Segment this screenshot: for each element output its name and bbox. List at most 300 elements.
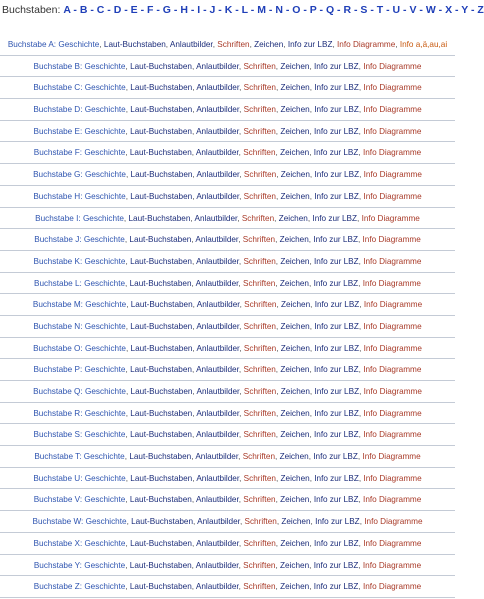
link-zeichen[interactable]: Zeichen [280, 83, 310, 93]
link-schriften[interactable]: Schriften [243, 365, 276, 375]
letter-row-title[interactable]: Buchstabe A: [7, 40, 57, 49]
link-anlautbilder[interactable]: Anlautbilder [169, 40, 213, 49]
link-info-diagramme[interactable]: Info Diagramme [363, 300, 423, 310]
link-laut-buchstaben[interactable]: Laut-Buchstaben [130, 126, 192, 136]
link-schriften[interactable]: Schriften [243, 321, 276, 331]
link-schriften[interactable]: Schriften [243, 170, 277, 180]
link-separator: , [239, 473, 244, 483]
link-geschichte[interactable]: Geschichte [84, 473, 126, 483]
link-info-zur-lbz[interactable]: Info zur LBZ [314, 408, 359, 418]
link-geschichte[interactable]: Geschichte [83, 235, 125, 245]
link-info-diagramme[interactable]: Info Diagramme [362, 148, 422, 158]
link-info-diagramme[interactable]: Info Diagramme [337, 40, 396, 49]
link-separator: , [310, 517, 316, 527]
link-laut-buchstaben[interactable]: Laut-Buchstaben [130, 256, 192, 266]
link-anlautbilder[interactable]: Anlautbilder [196, 430, 239, 440]
link-laut-buchstaben[interactable]: Laut-Buchstaben [130, 170, 193, 180]
link-info-diagramme[interactable]: Info Diagramme [362, 582, 422, 592]
link-info-zur-lbz[interactable]: Info zur LBZ [312, 213, 358, 223]
link-laut-buchstaben[interactable]: Laut-Buchstaben [130, 61, 192, 71]
link-separator: , [192, 83, 197, 93]
letter-row-title[interactable]: Buchstabe L: [34, 278, 82, 288]
link-separator: , [275, 321, 281, 331]
link-schriften[interactable]: Schriften [244, 517, 277, 527]
link-separator: , [191, 126, 197, 136]
link-zeichen[interactable]: Zeichen [280, 495, 310, 505]
link-schriften[interactable]: Schriften [243, 430, 276, 440]
letter-row-title[interactable]: Buchstabe M: [32, 300, 83, 310]
link-anlautbilder[interactable]: Anlautbilder [195, 582, 239, 592]
link-separator: , [275, 61, 281, 71]
link-laut-buchstaben[interactable]: Laut-Buchstaben [130, 83, 193, 93]
link-zeichen[interactable]: Zeichen [280, 365, 310, 375]
link-zeichen[interactable]: Zeichen [280, 148, 310, 158]
link-laut-buchstaben[interactable]: Laut-Buchstaben [130, 538, 192, 548]
link-separator: , [249, 40, 255, 49]
link-geschichte[interactable]: Geschichte [84, 191, 126, 201]
link-separator: , [125, 278, 130, 288]
link-laut-buchstaben[interactable]: Laut-Buchstaben [129, 278, 192, 288]
letter-row-title[interactable]: Buchstabe C: [33, 83, 83, 93]
link-schriften[interactable]: Schriften [243, 343, 277, 353]
link-info-diagramme[interactable]: Info Diagramme [363, 105, 422, 115]
link-geschichte[interactable]: Geschichte [84, 61, 126, 71]
link-separator: , [358, 495, 364, 505]
link-geschichte[interactable]: Geschichte [58, 40, 100, 49]
link-geschichte[interactable]: Geschichte [84, 495, 126, 505]
link-separator: , [192, 473, 197, 483]
link-info-diagramme[interactable]: Info Diagramme [364, 517, 423, 527]
link-anlautbilder[interactable]: Anlautbilder [196, 473, 240, 483]
link-geschichte[interactable]: Geschichte [85, 300, 127, 310]
link-zeichen[interactable]: Zeichen [280, 126, 310, 136]
letter-link-y[interactable]: Y [461, 4, 469, 16]
link-info-zur-lbz[interactable]: Info zur LBZ [314, 300, 360, 310]
link-info-zur-lbz[interactable]: Info zur LBZ [314, 473, 359, 483]
link-info-zur-lbz[interactable]: Info zur LBZ [313, 278, 359, 288]
link-schriften[interactable]: Schriften [242, 278, 276, 288]
link-anlautbilder[interactable]: Anlautbilder [195, 278, 239, 288]
link-anlautbilder[interactable]: Anlautbilder [195, 235, 239, 245]
link-separator: , [124, 452, 130, 462]
link-laut-buchstaben[interactable]: Laut-Buchstaben [130, 300, 193, 310]
link-separator: , [358, 538, 364, 548]
letter-row-title[interactable]: Buchstabe E: [33, 126, 83, 136]
link-info-zur-lbz[interactable]: Info zur LBZ [313, 495, 359, 505]
link-info-diagramme[interactable]: Info Diagramme [363, 321, 422, 331]
link-geschichte[interactable]: Geschichte [84, 83, 126, 93]
link-zeichen[interactable]: Zeichen [281, 300, 311, 310]
link-zeichen[interactable]: Zeichen [254, 40, 284, 49]
link-schriften[interactable]: Schriften [243, 105, 276, 115]
link-separator: , [212, 40, 218, 49]
link-separator: , [239, 300, 245, 310]
letter-link-h[interactable]: H [180, 4, 188, 16]
link-info-zur-lbz[interactable]: Info zur LBZ [314, 83, 359, 93]
link-anlautbilder[interactable]: Anlautbilder [196, 61, 239, 71]
link-zeichen[interactable]: Zeichen [281, 517, 311, 527]
link-info-diagramme[interactable]: Info Diagramme [363, 83, 422, 93]
link-info-diagramme[interactable]: Info Diagramme [361, 213, 420, 223]
letter-link-v[interactable]: V [409, 4, 417, 16]
link-zeichen[interactable]: Zeichen [280, 538, 310, 548]
link-geschichte[interactable]: Geschichte [84, 538, 126, 548]
letter-row-title[interactable]: Buchstabe I: [35, 213, 81, 223]
letter-row-title[interactable]: Buchstabe P: [33, 365, 83, 375]
link-geschichte[interactable]: Geschichte [84, 408, 126, 418]
letter-link-k[interactable]: K [224, 4, 233, 16]
letter-link-p[interactable]: P [309, 4, 317, 16]
link-separator: , [238, 148, 244, 158]
link-separator: , [191, 148, 196, 158]
link-anlautbilder[interactable]: Anlautbilder [196, 126, 239, 136]
link-separator: , [239, 408, 244, 418]
link-info-diagramme[interactable]: Info Diagramme [363, 126, 422, 136]
letter-link-z[interactable]: Z [477, 4, 484, 16]
link-zeichen[interactable]: Zeichen [280, 256, 310, 266]
link-geschichte[interactable]: Geschichte [84, 126, 126, 136]
link-info-a-ä-au-ai[interactable]: Info a,ä,au,ai [399, 40, 448, 49]
link-anlautbilder[interactable]: Anlautbilder [196, 538, 239, 548]
letter-link-s[interactable]: S [360, 4, 368, 16]
link-separator: , [309, 365, 315, 375]
link-laut-buchstaben[interactable]: Laut-Buchstaben [129, 560, 192, 570]
link-info-diagramme[interactable]: Info Diagramme [363, 365, 422, 375]
link-geschichte[interactable]: Geschichte [83, 452, 125, 462]
link-info-zur-lbz[interactable]: Info zur LBZ [314, 191, 359, 201]
link-laut-buchstaben[interactable]: Laut-Buchstaben [130, 321, 193, 331]
link-anlautbilder[interactable]: Anlautbilder [196, 83, 240, 93]
link-info-diagramme[interactable]: Info Diagramme [363, 538, 422, 548]
link-zeichen[interactable]: Zeichen [280, 582, 310, 592]
link-zeichen[interactable]: Zeichen [280, 430, 310, 440]
link-zeichen[interactable]: Zeichen [279, 278, 309, 288]
link-geschichte[interactable]: Geschichte [84, 256, 126, 266]
letter-row-title[interactable]: Buchstabe W: [32, 517, 84, 527]
link-schriften[interactable]: Schriften [242, 452, 275, 462]
link-schriften[interactable]: Schriften [243, 83, 276, 93]
link-info-diagramme[interactable]: Info Diagramme [363, 408, 422, 418]
link-schriften[interactable]: Schriften [243, 61, 276, 71]
link-zeichen[interactable]: Zeichen [278, 213, 308, 223]
letter-row-title[interactable]: Buchstabe H: [33, 191, 83, 201]
link-separator: , [358, 430, 364, 440]
link-schriften[interactable]: Schriften [243, 495, 276, 505]
link-separator: , [99, 40, 104, 49]
link-laut-buchstaben[interactable]: Laut-Buchstaben [130, 343, 193, 353]
link-info-zur-lbz[interactable]: Info zur LBZ [313, 560, 359, 570]
link-zeichen[interactable]: Zeichen [280, 473, 310, 483]
link-separator: , [275, 582, 281, 592]
link-zeichen[interactable]: Zeichen [280, 408, 310, 418]
link-anlautbilder[interactable]: Anlautbilder [195, 560, 239, 570]
link-laut-buchstaben[interactable]: Laut-Buchstaben [129, 235, 192, 245]
link-separator: , [309, 83, 315, 93]
link-separator: , [239, 387, 244, 396]
link-schriften[interactable]: Schriften [243, 148, 276, 158]
link-separator: , [274, 213, 279, 223]
link-info-diagramme[interactable]: Info Diagramme [362, 278, 421, 288]
link-separator: , [190, 213, 195, 223]
letter-row [0, 229, 455, 251]
link-geschichte[interactable]: Geschichte [82, 213, 124, 223]
letter-separator: - [137, 4, 148, 16]
letter-row-title[interactable]: Buchstabe U: [33, 473, 83, 483]
letter-link-t[interactable]: T [376, 4, 384, 16]
link-anlautbilder[interactable]: Anlautbilder [195, 148, 239, 158]
link-geschichte[interactable]: Geschichte [84, 582, 126, 592]
link-geschichte[interactable]: Geschichte [84, 105, 126, 115]
letter-link-f[interactable]: F [147, 4, 154, 16]
link-laut-buchstaben[interactable]: Laut-Buchstaben [130, 105, 193, 115]
link-info-diagramme[interactable]: Info Diagramme [363, 61, 422, 71]
letter-row-title[interactable]: Buchstabe O: [33, 343, 83, 353]
link-info-zur-lbz[interactable]: Info zur LBZ [315, 517, 360, 527]
link-anlautbilder[interactable]: Anlautbilder [196, 256, 239, 266]
link-info-zur-lbz[interactable]: Info zur LBZ [314, 105, 359, 115]
letter-link-g[interactable]: G [162, 4, 171, 16]
link-laut-buchstaben[interactable]: Laut-Buchstaben [129, 148, 192, 158]
letter-link-l[interactable]: L [241, 4, 248, 16]
letter-link-q[interactable]: Q [325, 4, 335, 16]
link-separator: , [358, 321, 364, 331]
letter-separator: - [70, 4, 80, 16]
link-separator: , [192, 387, 197, 396]
link-zeichen[interactable]: Zeichen [280, 105, 310, 115]
letter-row-title[interactable]: Buchstabe Y: [33, 560, 82, 570]
link-info-zur-lbz[interactable]: Info zur LBZ [313, 582, 359, 592]
link-info-diagramme[interactable]: Info Diagramme [363, 430, 422, 440]
link-info-zur-lbz[interactable]: Info zur LBZ [314, 256, 359, 266]
link-anlautbilder[interactable]: Anlautbilder [197, 517, 240, 527]
link-separator: , [309, 105, 315, 115]
letter-row-title[interactable]: Buchstabe G: [33, 170, 83, 180]
link-info-diagramme[interactable]: Info Diagramme [363, 387, 422, 396]
link-info-diagramme[interactable]: Info Diagramme [362, 235, 421, 245]
link-zeichen[interactable]: Zeichen [280, 61, 310, 71]
letter-separator: - [153, 4, 163, 16]
link-separator: , [358, 473, 364, 483]
link-zeichen[interactable]: Zeichen [280, 343, 310, 353]
link-geschichte[interactable]: Geschichte [84, 170, 126, 180]
link-anlautbilder[interactable]: Anlautbilder [196, 365, 239, 375]
link-separator: , [275, 538, 281, 548]
link-schriften[interactable]: Schriften [243, 191, 276, 201]
link-info-zur-lbz[interactable]: Info zur LBZ [314, 126, 359, 136]
link-geschichte[interactable]: Geschichte [84, 387, 126, 396]
link-anlautbilder[interactable]: Anlautbilder [195, 495, 239, 505]
letter-row-title[interactable]: Buchstabe X: [33, 538, 83, 548]
letter-link-n[interactable]: N [275, 4, 283, 16]
link-info-zur-lbz[interactable]: Info zur LBZ [314, 170, 360, 180]
link-geschichte[interactable]: Geschichte [84, 343, 126, 353]
link-laut-buchstaben[interactable]: Laut-Buchstaben [130, 473, 193, 483]
link-separator: , [275, 560, 281, 570]
letter-link-c[interactable]: C [96, 4, 105, 16]
link-separator: , [309, 495, 314, 505]
letter-link-e[interactable]: E [130, 4, 138, 16]
link-info-zur-lbz[interactable]: Info zur LBZ [287, 40, 333, 49]
link-laut-buchstaben[interactable]: Laut-Buchstaben [130, 191, 193, 201]
link-info-diagramme[interactable]: Info Diagramme [363, 256, 422, 266]
link-info-diagramme[interactable]: Info Diagramme [363, 191, 422, 201]
link-separator: , [124, 235, 130, 245]
link-schriften[interactable]: Schriften [243, 408, 276, 418]
letter-link-a[interactable]: A [63, 4, 71, 16]
letter-link-j[interactable]: J [209, 4, 216, 16]
letter-row [0, 294, 455, 316]
link-separator: , [275, 473, 281, 483]
link-separator: , [123, 213, 129, 223]
letter-link-r[interactable]: R [343, 4, 352, 16]
link-zeichen[interactable]: Zeichen [280, 560, 310, 570]
letter-link-w[interactable]: W [425, 4, 436, 16]
link-schriften[interactable]: Schriften [243, 473, 276, 483]
link-separator: , [276, 517, 282, 527]
link-zeichen[interactable]: Zeichen [279, 235, 309, 245]
letter-separator: - [468, 4, 478, 16]
letter-separator: - [300, 4, 310, 16]
link-info-diagramme[interactable]: Info Diagramme [362, 452, 421, 462]
link-info-diagramme[interactable]: Info Diagramme [363, 495, 422, 505]
link-separator: , [191, 430, 197, 440]
link-laut-buchstaben[interactable]: Laut-Buchstaben [129, 495, 192, 505]
link-info-diagramme[interactable]: Info Diagramme [363, 170, 422, 180]
link-schriften[interactable]: Schriften [243, 538, 276, 548]
link-anlautbilder[interactable]: Anlautbilder [196, 321, 240, 331]
link-laut-buchstaben[interactable]: Laut-Buchstaben [129, 582, 192, 592]
link-geschichte[interactable]: Geschichte [84, 430, 126, 440]
link-zeichen[interactable]: Zeichen [280, 170, 310, 180]
letter-link-x[interactable]: X [445, 4, 453, 16]
letter-separator: - [282, 4, 293, 16]
letter-row-title[interactable]: Buchstabe K: [33, 256, 83, 266]
letter-row-title[interactable]: Buchstabe N: [33, 321, 83, 331]
link-schriften[interactable]: Schriften [242, 235, 276, 245]
letter-link-u[interactable]: U [392, 4, 401, 16]
letter-link-i[interactable]: I [197, 4, 201, 16]
letter-row-title[interactable]: Buchstabe B: [33, 61, 83, 71]
link-anlautbilder[interactable]: Anlautbilder [196, 300, 240, 310]
link-zeichen[interactable]: Zeichen [280, 321, 310, 331]
link-zeichen[interactable]: Zeichen [280, 191, 310, 201]
letter-link-b[interactable]: B [79, 4, 88, 16]
link-schriften[interactable]: Schriften [244, 300, 277, 310]
link-anlautbilder[interactable]: Anlautbilder [196, 408, 240, 418]
link-laut-buchstaben[interactable]: Laut-Buchstaben [131, 517, 194, 527]
link-info-zur-lbz[interactable]: Info zur LBZ [313, 452, 358, 462]
link-anlautbilder[interactable]: Anlautbilder [196, 343, 240, 353]
link-zeichen[interactable]: Zeichen [280, 387, 310, 396]
link-schriften[interactable]: Schriften [243, 560, 276, 570]
link-separator: , [358, 83, 364, 93]
letter-separator: - [383, 4, 393, 16]
link-info-zur-lbz[interactable]: Info zur LBZ [313, 235, 358, 245]
link-laut-buchstaben[interactable]: Laut-Buchstaben [130, 430, 192, 440]
letter-row [0, 424, 455, 446]
link-separator: , [237, 213, 242, 223]
letter-link-d[interactable]: D [113, 4, 122, 16]
link-geschichte[interactable]: Geschichte [84, 278, 126, 288]
link-info-zur-lbz[interactable]: Info zur LBZ [313, 148, 359, 158]
link-schriften[interactable]: Schriften [243, 256, 276, 266]
letter-link-o[interactable]: O [292, 4, 301, 16]
link-info-diagramme[interactable]: Info Diagramme [363, 473, 422, 483]
letter-row-title[interactable]: Buchstabe R: [33, 408, 83, 418]
link-separator: , [309, 343, 315, 353]
link-laut-buchstaben[interactable]: Laut-Buchstaben [130, 387, 193, 396]
link-geschichte[interactable]: Geschichte [85, 517, 127, 527]
link-separator: , [125, 83, 131, 93]
link-separator: , [359, 170, 364, 180]
link-anlautbilder[interactable]: Anlautbilder [196, 191, 240, 201]
link-schriften[interactable]: Schriften [243, 582, 276, 592]
link-info-diagramme[interactable]: Info Diagramme [363, 343, 422, 353]
letter-row-title[interactable]: Buchstabe V: [33, 495, 83, 505]
link-separator: , [192, 408, 197, 418]
link-anlautbilder[interactable]: Anlautbilder [196, 105, 240, 115]
link-info-diagramme[interactable]: Info Diagramme [362, 560, 422, 570]
link-info-zur-lbz[interactable]: Info zur LBZ [314, 538, 359, 548]
link-schriften[interactable]: Schriften [243, 126, 276, 136]
link-laut-buchstaben[interactable]: Laut-Buchstaben [103, 40, 166, 49]
link-laut-buchstaben[interactable]: Laut-Buchstaben [128, 213, 191, 223]
letter-row-title[interactable]: Buchstabe D: [33, 105, 83, 115]
letter-separator: - [452, 4, 462, 16]
link-separator: , [191, 495, 196, 505]
link-anlautbilder[interactable]: Anlautbilder [196, 170, 240, 180]
link-schriften[interactable]: Schriften [217, 40, 250, 49]
link-info-zur-lbz[interactable]: Info zur LBZ [314, 387, 360, 396]
letter-separator: - [316, 4, 326, 16]
link-separator: , [276, 343, 281, 353]
letter-separator: - [367, 4, 377, 16]
link-info-zur-lbz[interactable]: Info zur LBZ [314, 321, 359, 331]
link-separator: , [309, 408, 315, 418]
letter-row-title[interactable]: Buchstabe Z: [33, 582, 83, 592]
link-separator: , [239, 321, 244, 331]
letter-row-title[interactable]: Buchstabe T: [34, 452, 82, 462]
letter-row-title[interactable]: Buchstabe F: [33, 148, 83, 158]
link-geschichte[interactable]: Geschichte [84, 321, 126, 331]
link-separator: , [275, 105, 281, 115]
letter-row-title[interactable]: Buchstabe Q: [33, 387, 83, 396]
link-anlautbilder[interactable]: Anlautbilder [194, 213, 238, 223]
link-schriften[interactable]: Schriften [241, 213, 275, 223]
link-laut-buchstaben[interactable]: Laut-Buchstaben [130, 408, 193, 418]
link-info-zur-lbz[interactable]: Info zur LBZ [314, 61, 359, 71]
link-separator: , [359, 517, 365, 527]
letter-row [0, 316, 455, 338]
link-zeichen[interactable]: Zeichen [279, 452, 309, 462]
link-separator: , [275, 191, 281, 201]
link-anlautbilder[interactable]: Anlautbilder [196, 387, 240, 396]
link-geschichte[interactable]: Geschichte [84, 560, 126, 570]
link-laut-buchstaben[interactable]: Laut-Buchstaben [129, 452, 192, 462]
link-info-zur-lbz[interactable]: Info zur LBZ [314, 343, 360, 353]
link-anlautbilder[interactable]: Anlautbilder [195, 452, 239, 462]
link-geschichte[interactable]: Geschichte [84, 365, 126, 375]
link-info-zur-lbz[interactable]: Info zur LBZ [314, 365, 359, 375]
letter-link-m[interactable]: M [257, 4, 266, 16]
letter-row-title[interactable]: Buchstabe J: [34, 235, 82, 245]
link-info-zur-lbz[interactable]: Info zur LBZ [314, 430, 359, 440]
link-separator: , [309, 321, 315, 331]
letter-row-title[interactable]: Buchstabe S: [33, 430, 83, 440]
link-schriften[interactable]: Schriften [243, 387, 277, 396]
link-laut-buchstaben[interactable]: Laut-Buchstaben [130, 365, 192, 375]
link-geschichte[interactable]: Geschichte [84, 148, 126, 158]
